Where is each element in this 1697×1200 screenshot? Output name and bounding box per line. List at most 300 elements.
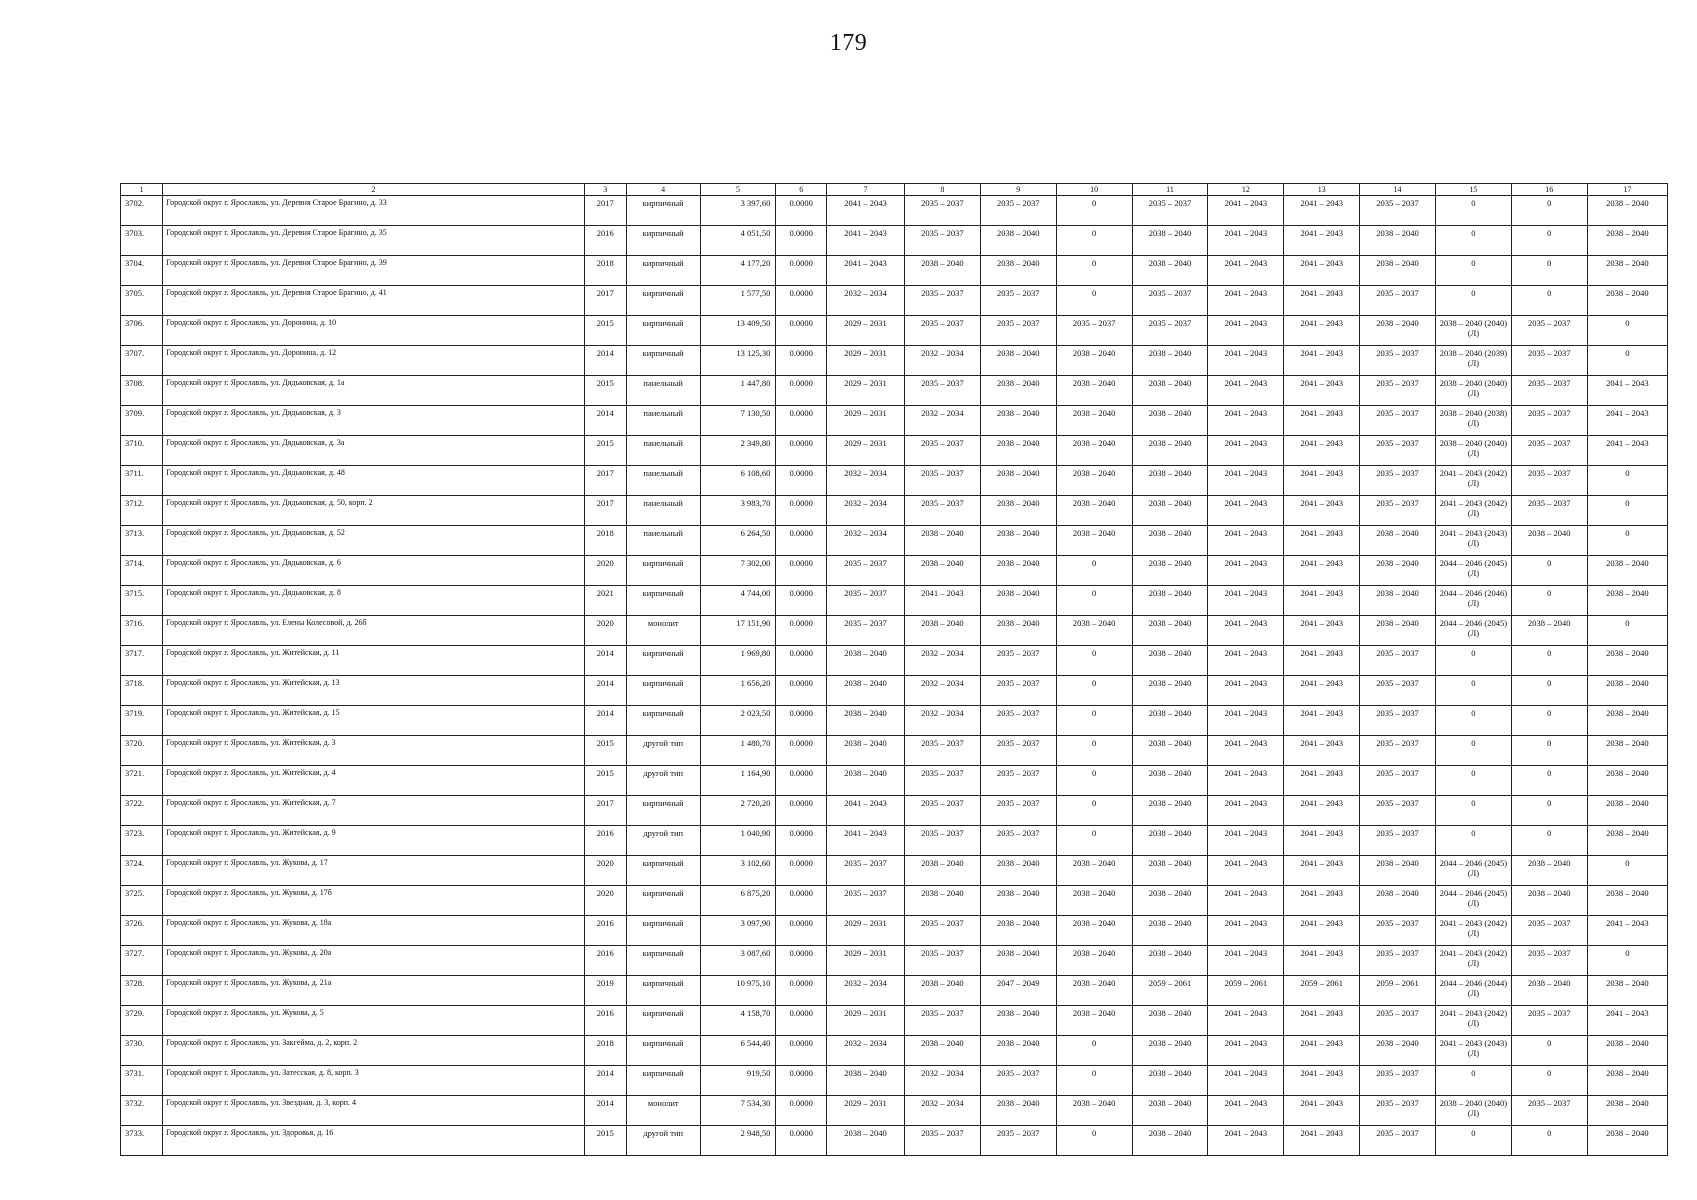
table-cell-col-7: 2032 – 2034 [827, 526, 905, 556]
table-cell-col-7: 2041 – 2043 [827, 226, 905, 256]
table-cell-col-4: панельный [626, 496, 700, 526]
table-cell-col-3: 2020 [584, 856, 626, 886]
table-cell-col-15: 2041 – 2043 (2043) (Л) [1435, 526, 1511, 556]
table-row [121, 676, 1668, 706]
table-cell-col-5: 1 040,90 [700, 826, 776, 856]
table-cell-col-11: 2038 – 2040 [1132, 226, 1208, 256]
table-row [121, 646, 1668, 676]
table-cell-col-11: 2038 – 2040 [1132, 616, 1208, 646]
column-header-6: 6 [776, 184, 827, 196]
table-cell-col-5: 1 577,50 [700, 286, 776, 316]
column-header-13: 13 [1284, 184, 1360, 196]
table-cell-col-2: Городской округ г. Ярославль, ул. Жукова, д. 5 [163, 1006, 585, 1036]
table-cell-col-2: Городской округ г. Ярославль, ул. Затесская, д. 8, корп. 3 [163, 1066, 585, 1096]
table-cell-col-12: 2041 – 2043 [1208, 856, 1284, 886]
table-cell-col-16: 2035 – 2037 [1511, 466, 1587, 496]
table-cell-col-16: 2035 – 2037 [1511, 436, 1587, 466]
table-cell-col-9: 2038 – 2040 [980, 886, 1056, 916]
table-cell-col-10: 2038 – 2040 [1056, 916, 1132, 946]
table-cell-col-4: другой тип [626, 736, 700, 766]
table-cell-col-10: 2038 – 2040 [1056, 406, 1132, 436]
table-cell-col-15: 2038 – 2040 (2040) (Л) [1435, 436, 1511, 466]
table-cell-col-17: 2038 – 2040 [1587, 826, 1667, 856]
table-cell-col-7: 2032 – 2034 [827, 1036, 905, 1066]
table-cell-col-9: 2035 – 2037 [980, 766, 1056, 796]
column-header-16: 16 [1511, 184, 1587, 196]
column-header-1: 1 [121, 184, 163, 196]
table-cell-col-8: 2035 – 2037 [904, 316, 980, 346]
column-header-2: 2 [163, 184, 585, 196]
table-cell-col-17: 0 [1587, 526, 1667, 556]
table-cell-col-14: 2035 – 2037 [1360, 706, 1436, 736]
table-cell-col-12: 2041 – 2043 [1208, 256, 1284, 286]
table-cell-col-9: 2035 – 2037 [980, 196, 1056, 226]
table-cell-col-4: кирпичный [626, 286, 700, 316]
column-header-10: 10 [1056, 184, 1132, 196]
table-cell-col-11: 2038 – 2040 [1132, 526, 1208, 556]
table-cell-col-4: кирпичный [626, 586, 700, 616]
table-row [121, 736, 1668, 766]
table-cell-col-16: 2035 – 2037 [1511, 346, 1587, 376]
table-cell-col-14: 2035 – 2037 [1360, 466, 1436, 496]
table-cell-col-15: 2038 – 2040 (2039) (Л) [1435, 346, 1511, 376]
table-cell-col-14: 2035 – 2037 [1360, 766, 1436, 796]
table-cell-col-8: 2032 – 2034 [904, 406, 980, 436]
table-cell-col-9: 2038 – 2040 [980, 616, 1056, 646]
table-cell-col-3: 2017 [584, 796, 626, 826]
table-cell-col-6: 0.0000 [776, 766, 827, 796]
table-cell-col-10: 0 [1056, 556, 1132, 586]
table-cell-col-1: 3706. [121, 316, 163, 346]
table-cell-col-17: 0 [1587, 856, 1667, 886]
column-header-15: 15 [1435, 184, 1511, 196]
table-cell-col-3: 2014 [584, 676, 626, 706]
table-cell-col-9: 2038 – 2040 [980, 1006, 1056, 1036]
table-cell-col-11: 2038 – 2040 [1132, 556, 1208, 586]
table-cell-col-6: 0.0000 [776, 616, 827, 646]
table-cell-col-12: 2041 – 2043 [1208, 226, 1284, 256]
table-cell-col-3: 2014 [584, 646, 626, 676]
table-cell-col-10: 0 [1056, 256, 1132, 286]
table-cell-col-10: 2038 – 2040 [1056, 616, 1132, 646]
table-cell-col-11: 2038 – 2040 [1132, 376, 1208, 406]
table-cell-col-14: 2038 – 2040 [1360, 526, 1436, 556]
table-cell-col-7: 2035 – 2037 [827, 556, 905, 586]
table-cell-col-11: 2038 – 2040 [1132, 1066, 1208, 1096]
table-cell-col-11: 2038 – 2040 [1132, 826, 1208, 856]
table-cell-col-8: 2035 – 2037 [904, 1006, 980, 1036]
table-row [121, 1036, 1668, 1066]
table-cell-col-13: 2041 – 2043 [1284, 1006, 1360, 1036]
table-cell-col-14: 2038 – 2040 [1360, 226, 1436, 256]
table-cell-col-12: 2041 – 2043 [1208, 496, 1284, 526]
table-row [121, 856, 1668, 886]
table-cell-col-10: 2038 – 2040 [1056, 976, 1132, 1006]
table-cell-col-4: другой тип [626, 1126, 700, 1156]
table-cell-col-16: 0 [1511, 766, 1587, 796]
table-cell-col-8: 2035 – 2037 [904, 946, 980, 976]
table-cell-col-4: панельный [626, 466, 700, 496]
table-cell-col-14: 2035 – 2037 [1360, 406, 1436, 436]
table-cell-col-10: 0 [1056, 1126, 1132, 1156]
table-cell-col-15: 2038 – 2040 (2040) (Л) [1435, 376, 1511, 406]
table-cell-col-3: 2015 [584, 766, 626, 796]
table-row [121, 1096, 1668, 1126]
table-cell-col-6: 0.0000 [776, 706, 827, 736]
table-cell-col-15: 0 [1435, 226, 1511, 256]
table-row [121, 256, 1668, 286]
table-cell-col-4: кирпичный [626, 946, 700, 976]
table-cell-col-6: 0.0000 [776, 1066, 827, 1096]
table-cell-col-7: 2041 – 2043 [827, 196, 905, 226]
table-cell-col-12: 2041 – 2043 [1208, 706, 1284, 736]
table-cell-col-13: 2041 – 2043 [1284, 226, 1360, 256]
table-cell-col-1: 3712. [121, 496, 163, 526]
table-cell-col-11: 2038 – 2040 [1132, 586, 1208, 616]
table-cell-col-8: 2035 – 2037 [904, 466, 980, 496]
table-row [121, 796, 1668, 826]
table-cell-col-2: Городской округ г. Ярославль, ул. Житейская, д. 7 [163, 796, 585, 826]
table-cell-col-3: 2021 [584, 586, 626, 616]
table-cell-col-1: 3716. [121, 616, 163, 646]
table-cell-col-17: 2038 – 2040 [1587, 736, 1667, 766]
table-cell-col-10: 2038 – 2040 [1056, 856, 1132, 886]
table-cell-col-16: 2038 – 2040 [1511, 526, 1587, 556]
table-cell-col-8: 2035 – 2037 [904, 736, 980, 766]
table-cell-col-6: 0.0000 [776, 736, 827, 766]
table-cell-col-4: панельный [626, 526, 700, 556]
table-cell-col-14: 2035 – 2037 [1360, 346, 1436, 376]
table-cell-col-3: 2015 [584, 316, 626, 346]
table-cell-col-9: 2035 – 2037 [980, 1066, 1056, 1096]
table-cell-col-13: 2041 – 2043 [1284, 676, 1360, 706]
table-cell-col-10: 0 [1056, 736, 1132, 766]
table-cell-col-8: 2035 – 2037 [904, 1126, 980, 1156]
table-cell-col-15: 0 [1435, 706, 1511, 736]
table-cell-col-13: 2041 – 2043 [1284, 286, 1360, 316]
table-cell-col-13: 2041 – 2043 [1284, 1126, 1360, 1156]
table-cell-col-7: 2038 – 2040 [827, 706, 905, 736]
table-cell-col-3: 2020 [584, 616, 626, 646]
table-cell-col-17: 2038 – 2040 [1587, 646, 1667, 676]
table-cell-col-12: 2041 – 2043 [1208, 616, 1284, 646]
table-cell-col-13: 2059 – 2061 [1284, 976, 1360, 1006]
table-cell-col-13: 2041 – 2043 [1284, 856, 1360, 886]
table-cell-col-2: Городской округ г. Ярославль, ул. Звездная, д. 3, корп. 4 [163, 1096, 585, 1126]
table-cell-col-8: 2032 – 2034 [904, 346, 980, 376]
schedule-table [120, 183, 1668, 1156]
table-cell-col-1: 3722. [121, 796, 163, 826]
table-cell-col-7: 2029 – 2031 [827, 316, 905, 346]
table-cell-col-12: 2041 – 2043 [1208, 1006, 1284, 1036]
table-row [121, 286, 1668, 316]
table-cell-col-16: 0 [1511, 706, 1587, 736]
table-cell-col-7: 2029 – 2031 [827, 376, 905, 406]
table-cell-col-7: 2029 – 2031 [827, 916, 905, 946]
table-cell-col-13: 2041 – 2043 [1284, 706, 1360, 736]
table-cell-col-7: 2029 – 2031 [827, 346, 905, 376]
table-cell-col-1: 3727. [121, 946, 163, 976]
table-cell-col-15: 0 [1435, 286, 1511, 316]
table-cell-col-2: Городской округ г. Ярославль, ул. Доронина, д. 10 [163, 316, 585, 346]
table-cell-col-4: кирпичный [626, 1066, 700, 1096]
table-cell-col-10: 0 [1056, 796, 1132, 826]
table-cell-col-4: кирпичный [626, 856, 700, 886]
table-cell-col-9: 2038 – 2040 [980, 406, 1056, 436]
table-cell-col-3: 2016 [584, 1006, 626, 1036]
table-cell-col-11: 2035 – 2037 [1132, 316, 1208, 346]
table-cell-col-17: 2041 – 2043 [1587, 916, 1667, 946]
table-cell-col-11: 2038 – 2040 [1132, 346, 1208, 376]
table-cell-col-12: 2041 – 2043 [1208, 646, 1284, 676]
table-cell-col-15: 0 [1435, 736, 1511, 766]
table-cell-col-6: 0.0000 [776, 436, 827, 466]
table-cell-col-16: 2038 – 2040 [1511, 886, 1587, 916]
table-cell-col-10: 2038 – 2040 [1056, 376, 1132, 406]
table-cell-col-16: 2038 – 2040 [1511, 616, 1587, 646]
table-cell-col-11: 2038 – 2040 [1132, 676, 1208, 706]
table-cell-col-3: 2017 [584, 496, 626, 526]
table-cell-col-16: 0 [1511, 196, 1587, 226]
table-cell-col-7: 2035 – 2037 [827, 856, 905, 886]
table-cell-col-8: 2035 – 2037 [904, 796, 980, 826]
table-cell-col-17: 0 [1587, 946, 1667, 976]
table-cell-col-1: 3723. [121, 826, 163, 856]
table-row [121, 346, 1668, 376]
table-cell-col-8: 2035 – 2037 [904, 826, 980, 856]
table-cell-col-3: 2016 [584, 946, 626, 976]
table-cell-col-14: 2059 – 2061 [1360, 976, 1436, 1006]
table-cell-col-13: 2041 – 2043 [1284, 886, 1360, 916]
table-cell-col-1: 3703. [121, 226, 163, 256]
table-cell-col-3: 2016 [584, 826, 626, 856]
table-cell-col-4: кирпичный [626, 196, 700, 226]
table-cell-col-5: 6 875,20 [700, 886, 776, 916]
table-cell-col-3: 2017 [584, 466, 626, 496]
table-cell-col-17: 0 [1587, 616, 1667, 646]
table-row [121, 466, 1668, 496]
table-cell-col-14: 2038 – 2040 [1360, 1036, 1436, 1066]
table-cell-col-13: 2041 – 2043 [1284, 1096, 1360, 1126]
table-cell-col-10: 2038 – 2040 [1056, 466, 1132, 496]
table-cell-col-9: 2038 – 2040 [980, 1036, 1056, 1066]
table-cell-col-12: 2041 – 2043 [1208, 946, 1284, 976]
table-cell-col-8: 2038 – 2040 [904, 1036, 980, 1066]
table-cell-col-16: 2035 – 2037 [1511, 316, 1587, 346]
table-cell-col-12: 2041 – 2043 [1208, 436, 1284, 466]
table-cell-col-2: Городской округ г. Ярославль, ул. Житейская, д. 15 [163, 706, 585, 736]
table-cell-col-13: 2041 – 2043 [1284, 586, 1360, 616]
table-cell-col-15: 2044 – 2046 (2045) (Л) [1435, 556, 1511, 586]
table-cell-col-13: 2041 – 2043 [1284, 376, 1360, 406]
table-row [121, 496, 1668, 526]
table-cell-col-16: 0 [1511, 586, 1587, 616]
table-cell-col-1: 3729. [121, 1006, 163, 1036]
table-cell-col-4: кирпичный [626, 316, 700, 346]
table-cell-col-14: 2035 – 2037 [1360, 1126, 1436, 1156]
table-cell-col-9: 2035 – 2037 [980, 1126, 1056, 1156]
table-cell-col-14: 2038 – 2040 [1360, 616, 1436, 646]
table-cell-col-5: 1 656,20 [700, 676, 776, 706]
table-cell-col-11: 2035 – 2037 [1132, 286, 1208, 316]
table-row [121, 556, 1668, 586]
table-cell-col-10: 2038 – 2040 [1056, 496, 1132, 526]
table-cell-col-13: 2041 – 2043 [1284, 916, 1360, 946]
table-cell-col-14: 2035 – 2037 [1360, 796, 1436, 826]
table-cell-col-4: другой тип [626, 826, 700, 856]
table-cell-col-6: 0.0000 [776, 826, 827, 856]
table-cell-col-15: 2044 – 2046 (2045) (Л) [1435, 886, 1511, 916]
table-cell-col-15: 0 [1435, 1066, 1511, 1096]
table-cell-col-15: 0 [1435, 766, 1511, 796]
table-cell-col-2: Городской округ г. Ярославль, ул. Дядьковская, д. 48 [163, 466, 585, 496]
table-cell-col-8: 2038 – 2040 [904, 976, 980, 1006]
table-cell-col-10: 0 [1056, 826, 1132, 856]
table-cell-col-7: 2032 – 2034 [827, 286, 905, 316]
table-cell-col-14: 2035 – 2037 [1360, 826, 1436, 856]
table-cell-col-5: 17 151,90 [700, 616, 776, 646]
table-cell-col-14: 2035 – 2037 [1360, 916, 1436, 946]
table-cell-col-17: 2041 – 2043 [1587, 376, 1667, 406]
table-cell-col-9: 2035 – 2037 [980, 706, 1056, 736]
table-cell-col-2: Городской округ г. Ярославль, ул. Жукова, д. 17 [163, 856, 585, 886]
table-cell-col-5: 2 349,80 [700, 436, 776, 466]
table-cell-col-1: 3719. [121, 706, 163, 736]
table-cell-col-13: 2041 – 2043 [1284, 796, 1360, 826]
table-cell-col-1: 3717. [121, 646, 163, 676]
table-cell-col-4: кирпичный [626, 346, 700, 376]
table-cell-col-6: 0.0000 [776, 316, 827, 346]
table-cell-col-4: кирпичный [626, 676, 700, 706]
table-cell-col-8: 2038 – 2040 [904, 616, 980, 646]
table-cell-col-9: 2035 – 2037 [980, 676, 1056, 706]
table-cell-col-12: 2041 – 2043 [1208, 1036, 1284, 1066]
table-cell-col-17: 2038 – 2040 [1587, 226, 1667, 256]
table-row [121, 436, 1668, 466]
table-cell-col-14: 2035 – 2037 [1360, 436, 1436, 466]
table-cell-col-11: 2038 – 2040 [1132, 466, 1208, 496]
table-cell-col-8: 2041 – 2043 [904, 586, 980, 616]
table-cell-col-1: 3728. [121, 976, 163, 1006]
column-header-9: 9 [980, 184, 1056, 196]
table-cell-col-2: Городской округ г. Ярославль, ул. Деревня Старое Брагино, д. 41 [163, 286, 585, 316]
table-cell-col-12: 2041 – 2043 [1208, 586, 1284, 616]
table-cell-col-14: 2035 – 2037 [1360, 736, 1436, 766]
table-cell-col-7: 2041 – 2043 [827, 796, 905, 826]
table-cell-col-3: 2015 [584, 1126, 626, 1156]
table-cell-col-6: 0.0000 [776, 916, 827, 946]
table-cell-col-5: 1 164,90 [700, 766, 776, 796]
table-row [121, 1006, 1668, 1036]
table-cell-col-7: 2038 – 2040 [827, 766, 905, 796]
table-cell-col-6: 0.0000 [776, 676, 827, 706]
table-cell-col-16: 0 [1511, 796, 1587, 826]
table-cell-col-8: 2038 – 2040 [904, 256, 980, 286]
table-cell-col-2: Городской округ г. Ярославль, ул. Житейская, д. 3 [163, 736, 585, 766]
table-cell-col-6: 0.0000 [776, 286, 827, 316]
table-cell-col-9: 2038 – 2040 [980, 946, 1056, 976]
table-cell-col-5: 3 102,60 [700, 856, 776, 886]
table-row [121, 226, 1668, 256]
table-cell-col-9: 2035 – 2037 [980, 826, 1056, 856]
table-cell-col-9: 2035 – 2037 [980, 796, 1056, 826]
table-cell-col-16: 0 [1511, 1036, 1587, 1066]
table-cell-col-12: 2041 – 2043 [1208, 556, 1284, 586]
header-row [121, 184, 1668, 196]
table-cell-col-17: 2038 – 2040 [1587, 556, 1667, 586]
table-cell-col-12: 2041 – 2043 [1208, 526, 1284, 556]
table-cell-col-6: 0.0000 [776, 556, 827, 586]
table-cell-col-1: 3707. [121, 346, 163, 376]
table-cell-col-2: Городской округ г. Ярославль, ул. Житейская, д. 4 [163, 766, 585, 796]
table-cell-col-10: 2038 – 2040 [1056, 436, 1132, 466]
table-cell-col-5: 4 051,50 [700, 226, 776, 256]
table-cell-col-8: 2038 – 2040 [904, 856, 980, 886]
table-cell-col-2: Городской округ г. Ярославль, ул. Здоровья, д. 16 [163, 1126, 585, 1156]
table-cell-col-13: 2041 – 2043 [1284, 1036, 1360, 1066]
table-cell-col-5: 3 397,60 [700, 196, 776, 226]
table-cell-col-14: 2035 – 2037 [1360, 496, 1436, 526]
table-cell-col-2: Городской округ г. Ярославль, ул. Деревня Старое Брагино, д. 35 [163, 226, 585, 256]
table-cell-col-9: 2038 – 2040 [980, 436, 1056, 466]
table-cell-col-10: 2038 – 2040 [1056, 1096, 1132, 1126]
table-cell-col-17: 2038 – 2040 [1587, 676, 1667, 706]
table-cell-col-11: 2038 – 2040 [1132, 766, 1208, 796]
table-cell-col-2: Городской округ г. Ярославль, ул. Житейская, д. 9 [163, 826, 585, 856]
table-cell-col-3: 2018 [584, 256, 626, 286]
table-cell-col-11: 2038 – 2040 [1132, 1096, 1208, 1126]
table-cell-col-1: 3725. [121, 886, 163, 916]
table-cell-col-15: 2041 – 2043 (2042) (Л) [1435, 496, 1511, 526]
table-cell-col-13: 2041 – 2043 [1284, 736, 1360, 766]
table-cell-col-9: 2047 – 2049 [980, 976, 1056, 1006]
table-cell-col-7: 2032 – 2034 [827, 496, 905, 526]
table-cell-col-7: 2041 – 2043 [827, 256, 905, 286]
table-cell-col-16: 2035 – 2037 [1511, 1096, 1587, 1126]
table-cell-col-4: монолит [626, 1096, 700, 1126]
table-cell-col-4: кирпичный [626, 796, 700, 826]
table-cell-col-13: 2041 – 2043 [1284, 946, 1360, 976]
table-cell-col-9: 2038 – 2040 [980, 586, 1056, 616]
table-cell-col-11: 2038 – 2040 [1132, 406, 1208, 436]
table-row [121, 826, 1668, 856]
table-cell-col-10: 0 [1056, 1036, 1132, 1066]
table-cell-col-6: 0.0000 [776, 1126, 827, 1156]
table-cell-col-9: 2038 – 2040 [980, 226, 1056, 256]
column-header-5: 5 [700, 184, 776, 196]
table-cell-col-1: 3720. [121, 736, 163, 766]
table-cell-col-15: 2041 – 2043 (2042) (Л) [1435, 946, 1511, 976]
table-cell-col-11: 2038 – 2040 [1132, 886, 1208, 916]
table-cell-col-17: 2038 – 2040 [1587, 256, 1667, 286]
table-cell-col-5: 3 097,90 [700, 916, 776, 946]
table-cell-col-17: 0 [1587, 466, 1667, 496]
table-cell-col-16: 0 [1511, 1066, 1587, 1096]
table-cell-col-12: 2041 – 2043 [1208, 346, 1284, 376]
table-cell-col-15: 2038 – 2040 (2040) (Л) [1435, 1096, 1511, 1126]
table-cell-col-10: 2038 – 2040 [1056, 946, 1132, 976]
table-cell-col-15: 0 [1435, 826, 1511, 856]
table-cell-col-15: 0 [1435, 256, 1511, 286]
table-cell-col-16: 2035 – 2037 [1511, 946, 1587, 976]
table-cell-col-5: 4 177,20 [700, 256, 776, 286]
table-cell-col-5: 3 087,60 [700, 946, 776, 976]
table-row [121, 1126, 1668, 1156]
table-cell-col-13: 2041 – 2043 [1284, 466, 1360, 496]
table-cell-col-13: 2041 – 2043 [1284, 526, 1360, 556]
table-cell-col-4: кирпичный [626, 256, 700, 286]
table-cell-col-15: 0 [1435, 646, 1511, 676]
